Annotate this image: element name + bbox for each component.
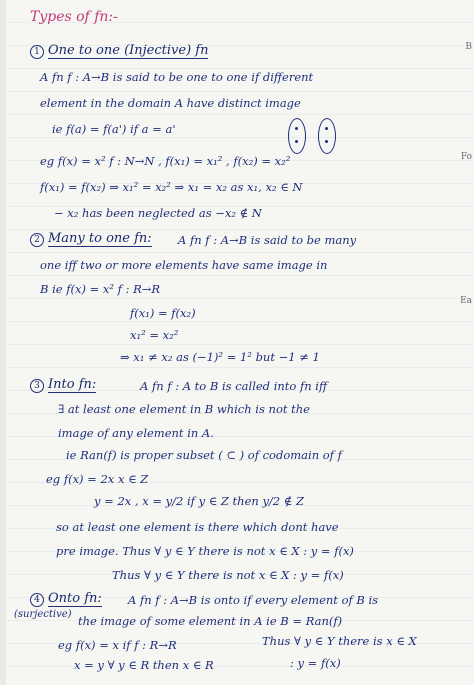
text-line: image of any element in A. (58, 426, 214, 440)
edge-mark: Ea (460, 296, 472, 306)
text-line: x₁² = x₂² (130, 328, 179, 342)
section-3-heading (30, 378, 96, 393)
section-4-heading (30, 592, 102, 607)
text-line: − x₂ has been neglected as −x₂ ∉ N (54, 206, 262, 220)
text-line: one iff two or more elements have same image in (40, 258, 328, 272)
text-line: : y = f(x) (290, 656, 341, 670)
text-line: ie f(a) = f(a') if a = a' (52, 122, 176, 136)
text-line: pre image. Thus ∀ y ∈ Y there is not x ∈ X : y = f(x) (56, 544, 354, 558)
section-title: One to one (Injective) fn (48, 43, 209, 58)
text-line: x = y ∀ y ∈ R then x ∈ R (74, 658, 214, 672)
point (325, 140, 328, 143)
section-2-heading (30, 232, 152, 247)
codomain-ellipse (318, 118, 336, 154)
text-line: A fn f : A→B is onto if every element of B is (128, 593, 379, 607)
section-1-heading (30, 44, 208, 59)
section-number: 3 (30, 379, 44, 393)
text-line: ie Ran(f) is proper subset ( ⊂ ) of codomain of f (66, 448, 342, 462)
point (325, 127, 328, 130)
domain-ellipse (288, 118, 306, 154)
text-line: Thus ∀ y ∈ Y there is not x ∈ X : y = f(x) (112, 568, 344, 582)
text-line: eg f(x) = x if f : R→R (58, 638, 177, 652)
edge-mark: Fo (460, 152, 472, 162)
text-line: A fn f : A→B is said to be one to one if different (40, 70, 314, 84)
text-line: element in the domain A have distinct image (40, 96, 301, 110)
text-line: eg f(x) = 2x x ∈ Z (46, 472, 149, 486)
section-title: Into fn: (48, 377, 97, 392)
text-line: f(x₁) = f(x₂) ⇒ x₁² = x₂² ⇒ x₁ = x₂ as x₁, x₂ ∈ N (40, 180, 303, 194)
text-line: Thus ∀ y ∈ Y there is x ∈ X (262, 634, 417, 648)
edge-mark: B (465, 42, 472, 52)
text-line: f(x₁) = f(x₂) (130, 306, 196, 320)
point (295, 140, 298, 143)
section-title: Onto fn: (48, 591, 102, 606)
section-subtitle: (surjective) (14, 609, 72, 620)
page-title: Types of fn:- (30, 9, 118, 25)
point (295, 127, 298, 130)
text-line: A fn f : A→B is said to be many (178, 233, 357, 247)
page-margin (0, 0, 6, 685)
text-line: eg f(x) = x² f : N→N , f(x₁) = x₁² , f(x₂) = x₂² (40, 154, 291, 168)
text-line: B ie f(x) = x² f : R→R (40, 282, 161, 296)
text-line: A fn f : A to B is called into fn iff (140, 379, 328, 393)
section-number: 4 (30, 593, 44, 607)
text-line: the image of some element in A ie B = Ran(f) (78, 614, 343, 628)
section-number: 1 (30, 45, 44, 59)
text-line: ⇒ x₁ ≠ x₂ as (−1)² = 1² but −1 ≠ 1 (120, 350, 320, 364)
text-line: so at least one element is there which dont have (56, 520, 339, 534)
text-line: ∃ at least one element in B which is not the (58, 402, 310, 416)
text-line: y = 2x , x = y/2 if y ∈ Z then y/2 ∉ Z (94, 494, 304, 508)
section-title: Many to one fn: (48, 231, 152, 246)
section-number: 2 (30, 233, 44, 247)
